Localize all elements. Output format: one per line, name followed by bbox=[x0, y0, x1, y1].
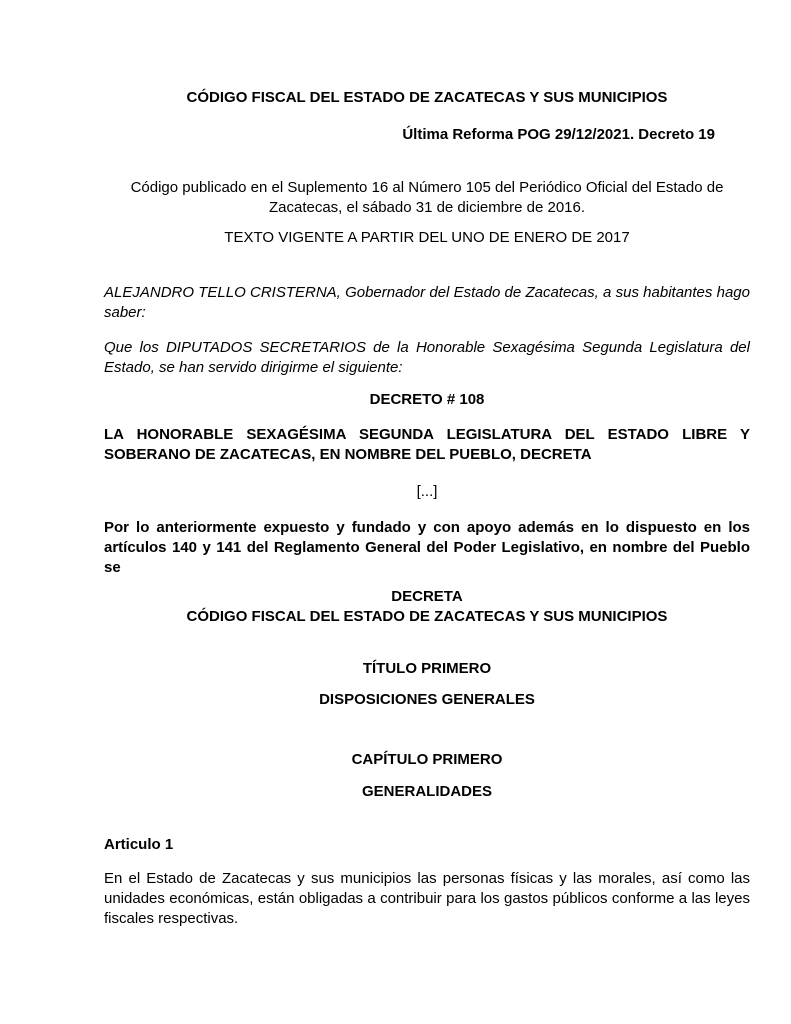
chapter-one-heading: CAPÍTULO PRIMERO bbox=[351, 751, 503, 768]
secretaries-statement: Que los DIPUTADOS SECRETARIOS de la Honorable Sexagésima Segunda Legislatura del Estado, se han servido dirigirme el siguiente: bbox=[104, 339, 750, 376]
article-1-heading: Articulo 1 bbox=[104, 836, 174, 853]
effective-note: TEXTO VIGENTE A PARTIR DEL UNO DE ENERO DE 2017 bbox=[224, 229, 630, 246]
document-title: CÓDIGO FISCAL DEL ESTADO DE ZACATECAS Y SUS MUNICIPIOS bbox=[186, 89, 668, 106]
chapter-one-subheading: GENERALIDADES bbox=[361, 783, 492, 800]
legislature-decree-statement: LA HONORABLE SEXAGÉSIMA SEGUNDA LEGISLATURA DEL ESTADO LIBRE Y SOBERANO DE ZACATECAS, EN NOMBRE DEL PUEBLO, DECRETA bbox=[104, 426, 750, 463]
governor-statement: ALEJANDRO TELLO CRISTERNA, Gobernador del Estado de Zacatecas, a sus habitantes hago saber: bbox=[104, 284, 750, 321]
document-content bbox=[104, 0, 750, 929]
title-one-heading: TÍTULO PRIMERO bbox=[362, 660, 492, 677]
article-1-body: En el Estado de Zacatecas y sus municipios las personas físicas y las morales, así como las unidades económicas, están obligadas a contribuir para los gastos públicos conforme a las leyes fiscales respectivas. bbox=[104, 870, 750, 927]
title-one-subheading: DISPOSICIONES GENERALES bbox=[319, 691, 535, 708]
publication-note: Código publicado en el Suplemento 16 al Número 105 del Periódico Oficial del Estado de Zacatecas, el sábado 31 de diciembre de 2016. bbox=[130, 179, 724, 216]
decreta-heading: DECRETA bbox=[391, 588, 463, 605]
decree-number-heading: DECRETO # 108 bbox=[369, 391, 485, 408]
decreta-code-title: CÓDIGO FISCAL DEL ESTADO DE ZACATECAS Y SUS MUNICIPIOS bbox=[186, 608, 668, 625]
preamble-paragraph: Por lo anteriormente expuesto y fundado y con apoyo además en lo dispuesto en los artículos 140 y 141 del Reglamento General del Poder Legislativo, en nombre del Pueblo se bbox=[104, 519, 750, 576]
last-reform-note: Última Reforma POG 29/12/2021. Decreto 19 bbox=[402, 126, 715, 143]
omitted-text-marker: [...] bbox=[416, 483, 438, 500]
